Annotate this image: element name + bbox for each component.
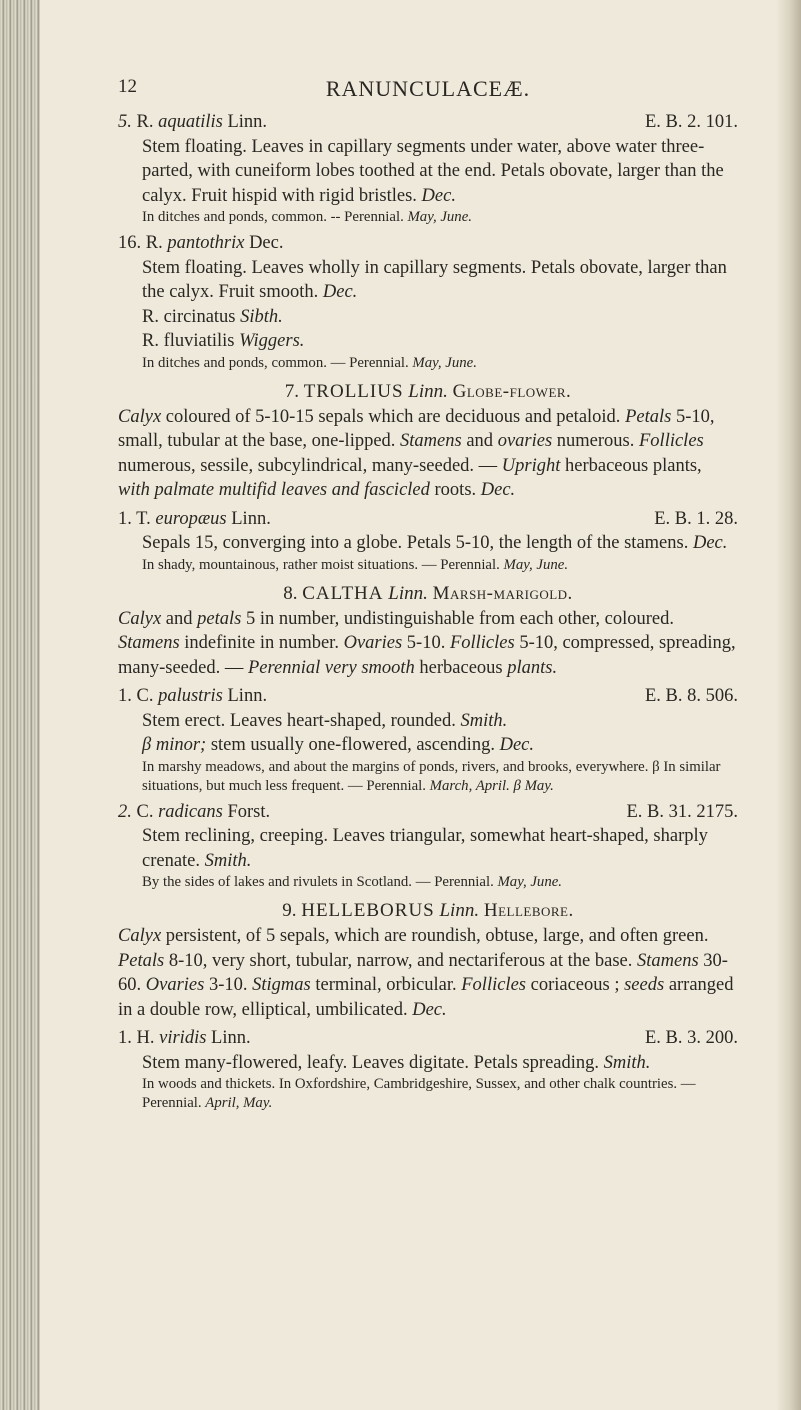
habitat-note: In marshy meadows, and about the margins of ponds, rivers, and brooks, everywhere. β In similar situations, but much less frequent. — Perennial. March, April. β May.	[142, 758, 721, 794]
genus-abbrev: C.	[136, 801, 154, 822]
habitat-note: In woods and thickets. In Oxfordshire, Cambridgeshire, Sussex, and other chalk countries. — Perennial. April, May.	[142, 1076, 696, 1111]
reference: E. B. 3. 200.	[644, 1028, 738, 1048]
genus-section-helleborus	[118, 898, 738, 1022]
citation: Dec.	[499, 735, 534, 755]
habitat-note: In ditches and ponds, common. -- Perennial. May, June.	[142, 209, 472, 225]
species-entry-viridis	[118, 1026, 738, 1113]
genus-abbrev: C.	[136, 686, 154, 706]
citation: Dec.	[692, 533, 728, 553]
species-epithet: radicans	[158, 801, 223, 822]
species-epithet: viridis	[159, 1028, 207, 1048]
species-heading	[118, 231, 738, 256]
running-title: RANUNCULACEÆ.	[325, 76, 531, 101]
species-heading	[118, 800, 738, 825]
genus-heading: 9. HELLEBORUS Linn. Hellebore.	[282, 900, 574, 921]
genus-abbrev: T.	[136, 508, 151, 529]
species-authority: Linn.	[227, 112, 268, 132]
species-epithet: palustris	[158, 686, 223, 706]
genus-heading: 8. CALTHA Linn. Marsh-marigold.	[283, 582, 573, 604]
species-entry-pantothrix	[118, 231, 738, 373]
species-entry-aquatilis	[118, 110, 738, 227]
citation: Dec.	[421, 185, 456, 206]
citation: Dec.	[412, 999, 447, 1020]
species-description: Sepals 15, converging into a globe. Petals 5-10, the length of the stamens. Dec.	[142, 533, 728, 553]
citation: Smith.	[204, 850, 252, 871]
species-number: 5.	[118, 112, 132, 132]
species-number: 1.	[118, 1028, 132, 1048]
species-number: 16.	[118, 233, 142, 253]
synonym-line: R. circinatus Sibth.	[142, 306, 283, 327]
species-entry-radicans	[118, 800, 738, 893]
variety-line: β minor; stem usually one-flowered, ascending. Dec.	[142, 735, 534, 755]
species-description: Stem floating. Leaves wholly in capillary segments. Petals obovate, larger than the calyx. Fruit smooth. Dec.	[142, 257, 727, 302]
genus-name: CALTHA	[302, 582, 384, 604]
species-number: 1.	[118, 508, 132, 529]
citation: Dec.	[480, 480, 516, 500]
genus-name: TROLLIUS	[303, 380, 404, 402]
species-authority: Linn.	[227, 686, 268, 706]
habitat-note: In ditches and ponds, common. — Perennial. May, June.	[142, 354, 477, 371]
genus-section-caltha	[118, 581, 738, 681]
habitat-note: By the sides of lakes and rivulets in Scotland. — Perennial. May, June.	[142, 874, 562, 890]
species-heading	[118, 507, 738, 532]
species-epithet: pantothrix	[167, 233, 245, 253]
genus-name: HELLEBORUS	[301, 900, 435, 921]
common-name: Hellebore.	[483, 900, 574, 921]
species-number: 1.	[118, 686, 132, 706]
common-name: Globe-flower.	[452, 380, 572, 402]
genus-section-trollius	[118, 379, 738, 503]
species-epithet: europæus	[155, 508, 227, 529]
habitat-note: In shady, mountainous, rather moist situations. — Perennial. May, June.	[142, 556, 569, 573]
species-epithet: aquatilis	[158, 112, 223, 132]
species-entry-europaeus	[118, 507, 738, 575]
page-body	[118, 110, 738, 1113]
citation: Smith.	[603, 1052, 651, 1073]
species-description: Stem floating. Leaves in capillary segments under water, above water three-parted, with cuneiform lobes toothed at the end. Petals obovate, larger than the calyx. Fruit hispid with rigid bristles. Dec.	[142, 136, 724, 206]
species-heading	[118, 110, 738, 135]
citation: Dec.	[322, 282, 358, 302]
genus-abbrev: H.	[136, 1028, 155, 1048]
book-page	[118, 76, 738, 1111]
genus-description: Calyx persistent, of 5 sepals, which are roundish, obtuse, large, and often green. Petals 8-10, very short, tubular, narrow, and nectariferous at the base. Stamens 30-60. Ovaries 3-10. Stigmas terminal, orbicular. Follicles coriaceous ; seeds arranged in a double row, elliptical, umbilicated. Dec.	[118, 926, 734, 1020]
species-description: Stem erect. Leaves heart-shaped, rounded. Smith.	[142, 710, 508, 731]
reference: E. B. 31. 2175.	[626, 801, 738, 822]
genus-description: Calyx and petals 5 in number, undistinguishable from each other, coloured. Stamens indefinite in number. Ovaries 5-10. Follicles 5-10, compressed, spreading, many-seeded. — Perennial very smooth herbaceous plants.	[118, 608, 736, 678]
genus-heading: 7. TROLLIUS Linn. Globe-flower.	[284, 380, 572, 402]
common-name: Marsh-marigold.	[432, 582, 573, 604]
genus-description: Calyx coloured of 5-10-15 sepals which are deciduous and petaloid. Petals 5-10, small, tubular at the base, one-lipped. Stamens and ovaries numerous. Follicles numerous, sessile, subcylindrical, many-seeded. — Upright herbaceous plants, with palmate multifid leaves and fascicled roots. Dec.	[118, 406, 715, 500]
species-authority: Linn.	[211, 1028, 251, 1048]
reference: E. B. 2. 101.	[644, 112, 738, 132]
species-heading	[118, 684, 738, 709]
reference: E. B. 1. 28.	[654, 508, 738, 529]
species-authority: Dec.	[249, 233, 284, 253]
species-description: Stem reclining, creeping. Leaves triangular, somewhat heart-shaped, sharply crenate. Smith.	[142, 826, 708, 871]
page-number: 12	[118, 76, 137, 97]
binding-gutter	[0, 0, 40, 1410]
synonym-line: R. fluviatilis Wiggers.	[142, 331, 305, 351]
genus-abbrev: R.	[145, 233, 163, 253]
genus-abbrev: R.	[136, 112, 154, 132]
species-authority: Linn.	[231, 508, 271, 529]
page-edge	[777, 0, 801, 1410]
species-authority: Forst.	[227, 801, 271, 822]
species-number: 2.	[118, 801, 132, 822]
species-entry-palustris	[118, 684, 738, 796]
reference: E. B. 8. 506.	[644, 686, 738, 706]
species-description: Stem many-flowered, leafy. Leaves digitate. Petals spreading. Smith.	[142, 1052, 651, 1073]
species-heading	[118, 1026, 738, 1051]
running-header	[118, 76, 738, 108]
citation: Smith.	[460, 710, 508, 731]
